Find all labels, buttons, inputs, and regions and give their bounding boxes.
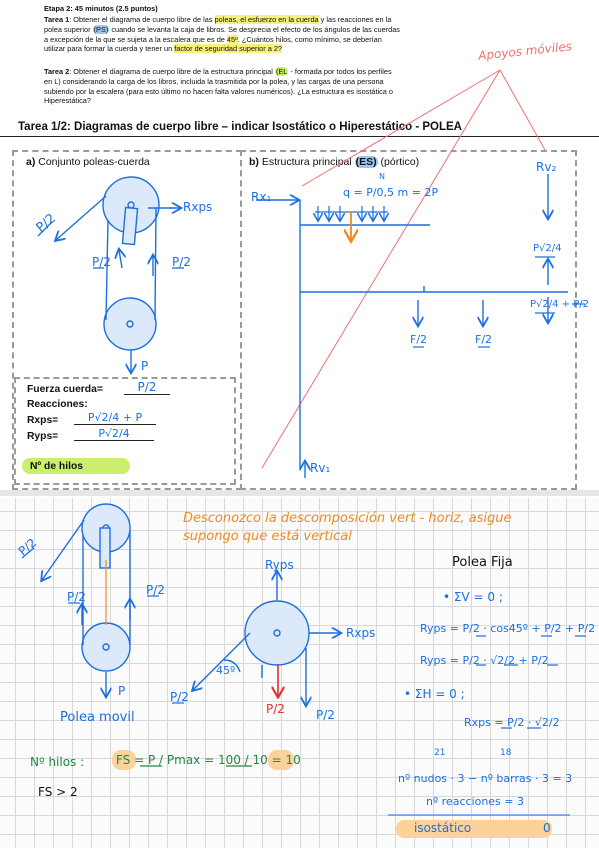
p2-fraction-lines-a xyxy=(38,222,184,268)
fs-eq: FS = P / Pmax = 100 / 10 = 10 xyxy=(116,753,301,767)
note-orange-1: Desconozco la descomposición vert - horiz, asigue xyxy=(183,511,512,526)
polea-fija-title: Polea Fija xyxy=(452,555,513,570)
label-f2-b: F/2 xyxy=(475,333,493,346)
box-a-title: a) Conjunto poleas-cuerda xyxy=(26,156,150,168)
label-p2-left-a: P/2 xyxy=(33,211,59,236)
task1-text: Tarea 1: Obtener el diagrama de cuerpo libre de las poleas, el esfuerzo en la cuerda y las reacciones en la polea superior (PS) cuando se levanta la caja de libros. Se desprecia el efecto de los ángulos de las cuerdas a excepción de la que se sujeta a la escalera que es de 45º. ¿Cuántos hilos, como mínimo, se deberían utilizar para formar la cuerda y tener un factor de seguridad superior a 2? xyxy=(44,15,400,54)
label-p2-e: P/2 xyxy=(146,583,165,597)
reacciones-label: Reacciones: xyxy=(27,399,88,410)
fs-gt-2: FS > 2 xyxy=(38,785,78,799)
label-p2-c: P/2 xyxy=(15,535,40,559)
rxps-label: Rxps= xyxy=(27,415,59,426)
label-rxps-a: Rxps xyxy=(183,200,213,214)
fuerza-value: P/2 xyxy=(124,380,170,395)
label-rx1: Rx₁ xyxy=(251,190,272,204)
ryps-eq2: Ryps = P/2 · √2/2 + P/2 xyxy=(420,654,549,667)
note-orange-2: supongo que está vertical xyxy=(183,529,352,544)
isostatico-label: isostático xyxy=(414,821,472,835)
polea-movil-label: Polea movil xyxy=(60,710,135,725)
nudos-eq: nº nudos · 3 − nº barras · 3 = 3 xyxy=(398,772,573,785)
reacciones-eq: nº reacciones = 3 xyxy=(426,795,525,808)
label-psqrt4: P√2/4 xyxy=(533,243,562,254)
n21: 21 xyxy=(434,748,446,758)
ryps-label: Ryps= xyxy=(27,431,59,442)
n18: 18 xyxy=(500,748,512,758)
fuerza-label: Fuerza cuerda= xyxy=(27,384,103,395)
label-q: q = P/0,5 m = 2P xyxy=(343,186,439,199)
label-p2-d: P/2 xyxy=(67,590,86,604)
label-psqrt4-p2: P√2/4 + P/2 xyxy=(530,299,589,310)
pulley-fija xyxy=(193,572,340,705)
fraction-lines-right xyxy=(476,636,586,728)
label-rxps-lower: Rxps xyxy=(346,626,376,640)
label-p2-mid-a: P/2 xyxy=(92,255,111,269)
pulley-movil xyxy=(42,504,130,696)
isostatico-mark: 0 xyxy=(543,821,551,835)
ryps-value: P√2/4 xyxy=(74,427,154,441)
label-rv2: Rv₂ xyxy=(536,160,557,174)
label-p2-g: P/2 xyxy=(316,708,335,722)
sum-h: • ΣH = 0 ; xyxy=(404,687,465,701)
stage-heading: Etapa 2: 45 minutos (2.5 puntos) xyxy=(44,4,158,13)
task2-text: Tarea 2: Obtener el diagrama de cuerpo libre de la estructura principal (EL - formada por todos los perfiles en L) considerando la carga de los libros, incluida la trasmitida por la polea, y las cargas de una persona subiendo por la escalera (para esto último no hacen falta valores numéricos). ¿La estructura es isostática o Hiperestática? xyxy=(44,67,394,106)
label-p-bottom-a: P xyxy=(141,359,149,373)
label-p2-red: P/2 xyxy=(266,702,285,716)
apoyos-lines xyxy=(262,70,545,468)
label-45: 45º xyxy=(216,664,236,677)
rxps-value: P√2/4 + P xyxy=(74,411,156,425)
pulley-system-a xyxy=(56,177,180,372)
label-p2-f: P/2 xyxy=(170,690,189,704)
fraction-lines-c xyxy=(22,548,159,603)
hilos-label: Nº de hilos xyxy=(30,461,83,472)
label-ryps-lower: Ryps xyxy=(265,558,294,572)
label-p2-right-a: P/2 xyxy=(172,255,191,269)
frame-b xyxy=(256,174,568,478)
ryps-eq1: Ryps = P/2 · cos45º + P/2 + P/2 xyxy=(420,622,596,635)
rxps-eq: Rxps = P/2 · √2/2 xyxy=(464,716,560,729)
label-rv1: Rv₁ xyxy=(310,461,331,475)
section-title: Tarea 1/2: Diagramas de cuerpo libre – indicar Isostático o Hiperestático - POLEA xyxy=(18,121,462,133)
label-n: N xyxy=(379,172,385,181)
sum-v: • ΣV = 0 ; xyxy=(443,590,503,604)
label-p-lower: P xyxy=(118,684,126,698)
apoyos-annotation: Apoyos móviles xyxy=(477,39,573,63)
hilos-note: Nº hilos : xyxy=(30,755,85,769)
box-b-title: b) Estructura principal (ES) (pórtico) xyxy=(249,156,420,168)
label-f2-a: F/2 xyxy=(410,333,428,346)
